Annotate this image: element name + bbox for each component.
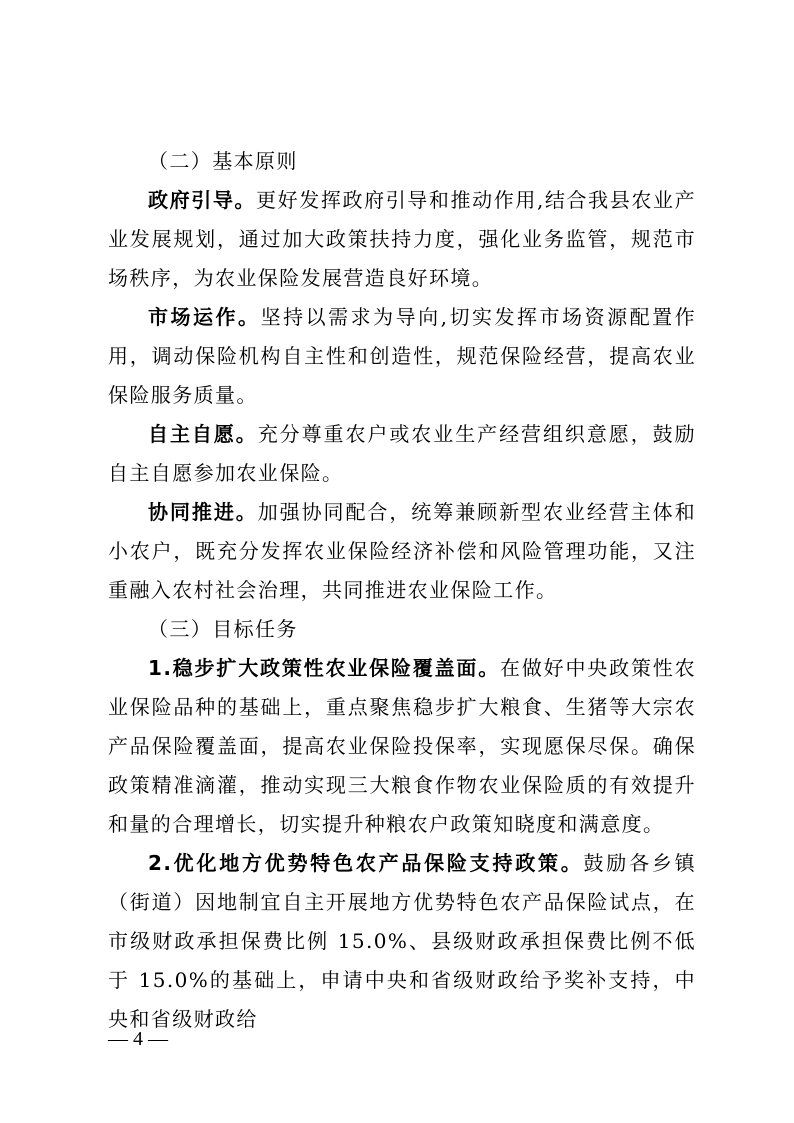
task-expand-coverage xyxy=(108,649,696,844)
principle-text: 更好发挥政府引导和推动作用,结合我县农业产业发展规划，通过加大政策扶持力度，强化业务监管，规范市场秩序，为农业保险发展营造良好环境。 xyxy=(108,188,696,290)
section-heading-tasks: （三）目标任务 xyxy=(148,617,298,641)
task-title: 2.优化地方优势特色农产品保险支持政策。 xyxy=(148,851,584,875)
principle-text: 加强协同配合，统筹兼顾新型农业经营主体和小农户，既充分发挥农业保险经济补偿和风险管理功能，又注重融入农村社会治理，共同推进农业保险工作。 xyxy=(108,500,697,602)
task-text: 在做好中央政策性农业保险品种的基础上，重点聚焦稳步扩大粮食、生猪等大宗农产品保险覆盖面，提高农业保险投保率，实现愿保尽保。确保政策精准滴灌，推动实现三大粮食作物农业保险质的有效提升和量的合理增长，切实提升种粮农户政策知晓度和满意度。 xyxy=(108,656,696,836)
principle-title: 自主自愿。 xyxy=(148,422,258,446)
principle-title: 市场运作。 xyxy=(148,305,261,329)
principle-voluntary xyxy=(108,415,696,493)
principle-title: 协同推进。 xyxy=(148,500,258,524)
task-optimize-local-policy xyxy=(108,844,696,1039)
task-title: 1.稳步扩大政策性农业保险覆盖面。 xyxy=(148,656,501,680)
principle-text: 充分尊重农户或农业生产经营组织意愿，鼓励自主自愿参加农业保险。 xyxy=(108,422,697,485)
principle-text: 坚持以需求为导向,切实发挥市场资源配置作用，调动保险机构自主性和创造性，规范保险经营，提高农业保险服务质量。 xyxy=(108,305,697,407)
task-text: 鼓励各乡镇（街道）因地制宜自主开展地方优势特色农产品保险试点，在市级财政承担保费比例 15.0%、县级财政承担保费比例不低于 15.0%的基础上，申请中央和省级财政给予奖补支持，中央和省级财政给 xyxy=(108,851,697,1031)
principle-title: 政府引导。 xyxy=(148,188,257,212)
section-heading-principles: （二）基本原则 xyxy=(148,149,298,173)
page-number: — 4 — xyxy=(108,1028,168,1050)
principle-market-operation xyxy=(108,298,696,415)
principle-collaboration xyxy=(108,493,696,610)
principle-government-guidance xyxy=(108,181,696,298)
